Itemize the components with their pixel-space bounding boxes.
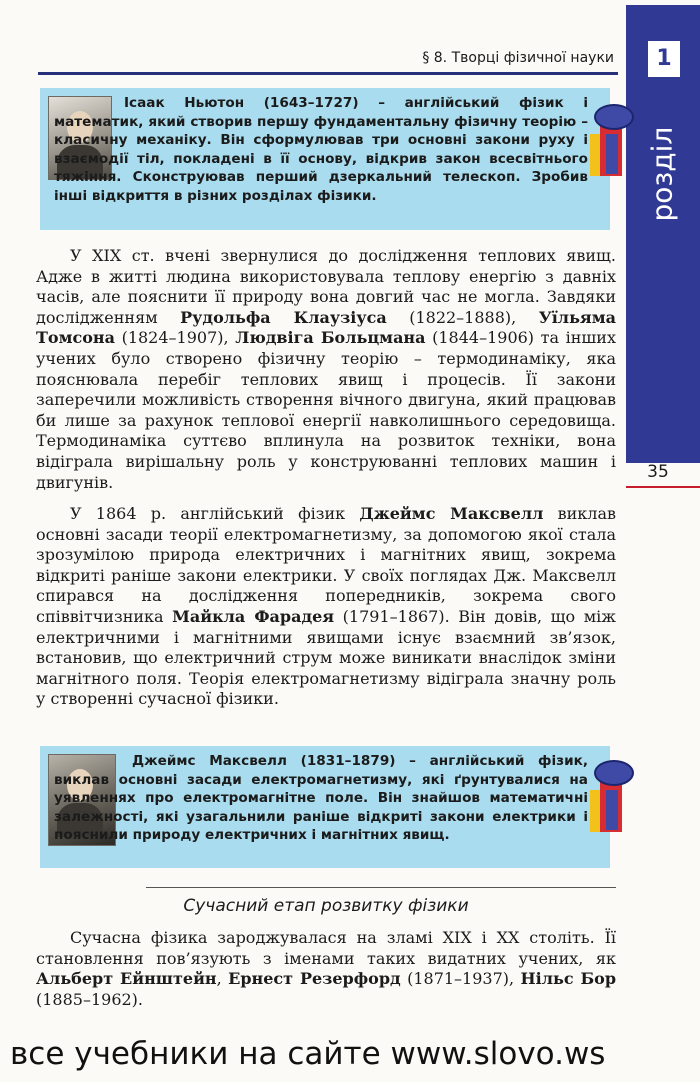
- para1-text-1: У XIX ст. вчені звернулися до дослідження теплових явищ. Адже в житті людина використовувала теплову енергію з давніх часів, але пояснити її природу вона довгий час не могла. Завдяки дослідженням: [36, 246, 616, 327]
- newton-infobox: [40, 88, 610, 230]
- newton-name: Ісаак Ньютон (1643–1727): [124, 95, 359, 111]
- paragraph-electromagnetism: [36, 504, 616, 710]
- maxwell-name: Джеймс Максвелл (1831–1879): [132, 753, 396, 769]
- para3-name-rutherford: Ернест Резерфорд: [228, 969, 401, 989]
- para1-name-thomson: Уїльяма Томсона: [36, 307, 617, 348]
- para1-name-clausius: Рудольфа Клаузіуса: [180, 307, 387, 327]
- page-number: 35: [647, 462, 669, 482]
- header-rule: [38, 72, 618, 75]
- icon-bar: [590, 790, 600, 832]
- para1-name-boltzmann: Людвіга Больцмана: [235, 328, 426, 348]
- para2-text-2: виклав основні засади теорії електромагнетизму, за допомогою якої стала зрозумілою природа електричних і магнітних явищ, зокрема відкриті раніше закони електрики. У своїх поглядах Дж. Максвелл спирався на дослідження попередників, зокрема свого співвітчизника: [36, 504, 617, 626]
- para3-name-einstein: Альберт Ейнштейн: [36, 969, 217, 989]
- para1-text-4: (1844–1906) та інших учених було створено фізичну теорію – термодинаміку, яка пояснювала перебіг теплових явищ і процесів. Її закони заперечили можливість створення вічного двигуна, який працював би лише за рахунок теплової енергії навколишнього середовища. Термодинаміка суттєво вплинула на розвиток техніки, вона відіграла вирішальну роль у конструюванні теплових машин і двигунів.: [36, 328, 616, 492]
- para2-name-maxwell: Джеймс Максвелл: [359, 504, 544, 523]
- subheading: Сучасний етап розвитку фізики: [183, 896, 469, 916]
- para3-text-1: Сучасна фізика зароджувалася на зламі XIX і XX століть. Її становлення пов’язують з іменами таких видатних учених, як: [36, 928, 616, 968]
- chapter-tab: [626, 5, 700, 463]
- para2-text-3: (1791–1867). Він довів, що між електричними і магнітними явищами існує взаємний зв’язок, встановив, що електричний струм може виникати внаслідок зміни магнітного поля. Теорія електромагнетизму відіграла значну роль у створенні сучасної фізики.: [36, 606, 616, 709]
- para1-text-2: (1822–1888),: [386, 307, 539, 327]
- icon-dot: [594, 760, 634, 786]
- paragraph-modern-physics: [36, 928, 616, 1010]
- chapter-word: розділ: [645, 126, 679, 222]
- para3-text-3: (1871–1937),: [400, 969, 521, 989]
- paragraph-thermodynamics: [36, 246, 616, 493]
- para3-text-4: (1885–1962).: [36, 989, 144, 1009]
- maxwell-bio: [54, 752, 588, 845]
- icon-dot: [594, 104, 634, 130]
- info-i-icon: [588, 760, 632, 836]
- section-title: § 8. Творці фізичної науки: [422, 50, 614, 66]
- chapter-number: 1: [648, 41, 680, 77]
- newton-bio: [54, 94, 588, 205]
- maxwell-infobox: [40, 746, 610, 868]
- footer-watermark: все учебники на сайте www.slovo.ws: [10, 1036, 606, 1072]
- para3-text-2: ,: [216, 969, 229, 989]
- para1-text-3: (1824–1907),: [114, 328, 236, 348]
- section-divider: [146, 887, 616, 888]
- info-i-icon: [588, 104, 632, 180]
- running-header: [38, 44, 618, 70]
- para2-text-1: У 1864 р. англійський фізик: [70, 504, 360, 523]
- para3-name-bohr: Нільс Бор: [520, 969, 617, 989]
- newton-text: – англійський фізик і математик, який створив першу фундаментальну фізичну теорію – класичну механіку. Він сформулював три основні закони руху і взаємодії тіл, покладені в її основу, відкрив закон всесвітнього тяжіння. Сконструював перший дзеркальний телескоп. Зробив інші відкриття в різних розділах фізики.: [54, 95, 589, 204]
- icon-bar2: [606, 790, 618, 830]
- page-number-rule: [626, 486, 700, 488]
- icon-bar: [590, 134, 600, 176]
- para2-name-faraday: Майкла Фарадея: [172, 606, 335, 626]
- icon-bar2: [606, 134, 618, 174]
- maxwell-text: – англійський фізик, виклав основні засади електромагнетизму, які ґрунтувалися на уявленнях про електромагнітне поле. Він знайшов математичні залежності, які узагальнили раніше відкриті закони електрики і пояснили природу електричних і магнітних явищ.: [54, 753, 588, 843]
